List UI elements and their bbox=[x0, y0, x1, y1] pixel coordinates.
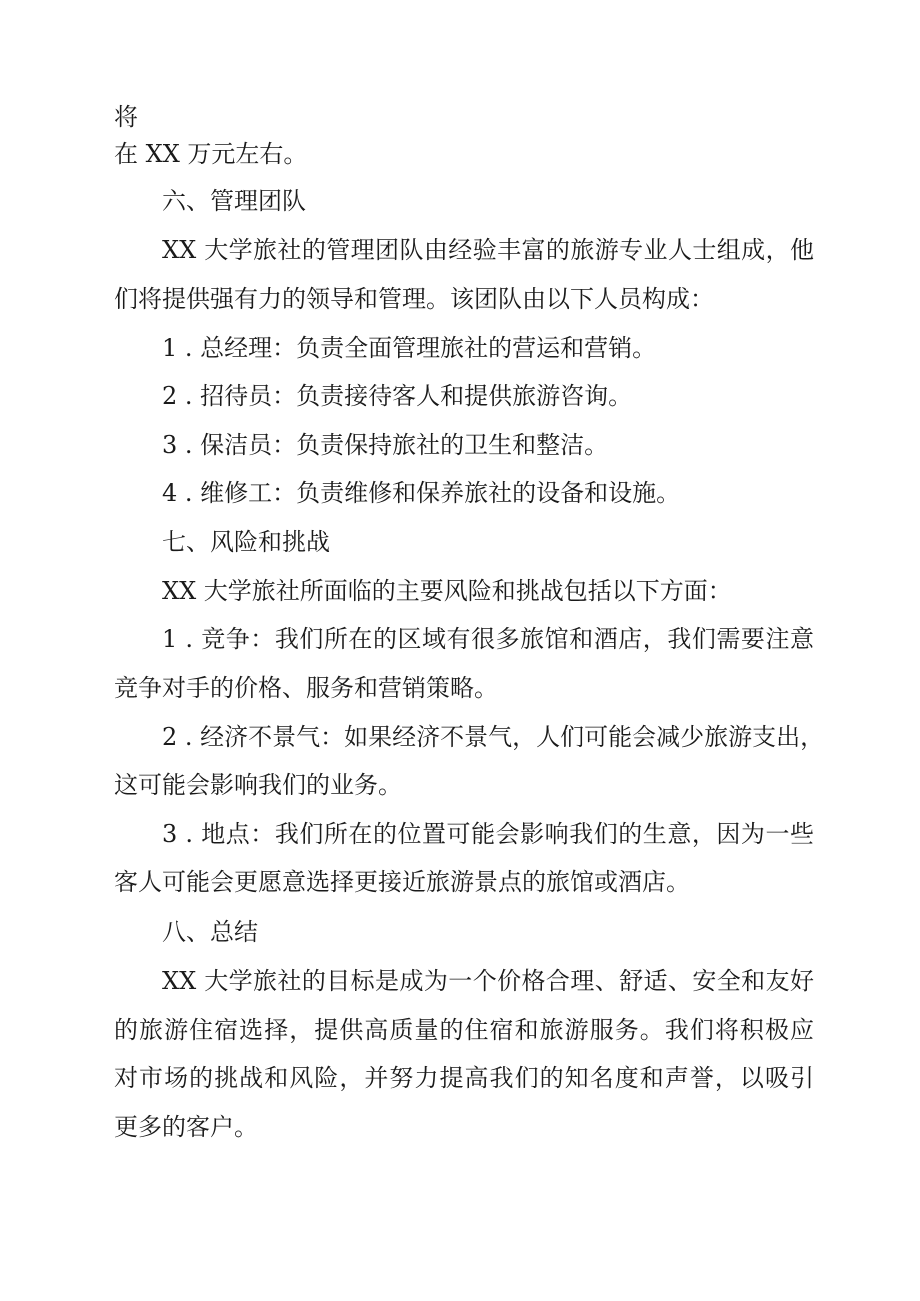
list-item: 1 . 竞争：我们所在的区域有很多旅馆和酒店，我们需要注意 bbox=[162, 625, 814, 653]
list-item: 3 . 地点：我们所在的位置可能会影响我们的生意，因为一些 bbox=[162, 820, 814, 848]
text-line: 在 XX 万元左右。 bbox=[114, 140, 308, 168]
list-item: 2 . 经济不景气：如果经济不景气，人们可能会减少旅游支出， bbox=[162, 723, 825, 751]
paragraph-line: XX 大学旅社所面临的主要风险和挑战包括以下方面： bbox=[162, 577, 732, 605]
list-item-continuation: 客人可能会更愿意选择更接近旅游景点的旅馆或酒店。 bbox=[114, 868, 690, 896]
section-heading: 八、总结 bbox=[162, 918, 258, 946]
list-item: 4 . 维修工：负责维修和保养旅社的设备和设施。 bbox=[162, 479, 681, 507]
paragraph-line: 们将提供强有力的领导和管理。该团队由以下人员构成： bbox=[114, 285, 714, 313]
list-item: 1 . 总经理：负责全面管理旅社的营运和营销。 bbox=[162, 334, 657, 362]
paragraph-line: XX 大学旅社的管理团队由经验丰富的旅游专业人士组成，他 bbox=[162, 236, 814, 264]
paragraph-line: 对市场的挑战和风险，并努力提高我们的知名度和声誉，以吸引 bbox=[114, 1064, 814, 1092]
paragraph-line: 更多的客户。 bbox=[114, 1113, 258, 1141]
text-line: 将 bbox=[114, 103, 138, 131]
list-item: 2 . 招待员：负责接待客人和提供旅游咨询。 bbox=[162, 382, 633, 410]
paragraph-line: XX 大学旅社的目标是成为一个价格合理、舒适、安全和友好 bbox=[162, 967, 814, 995]
section-heading: 六、管理团队 bbox=[162, 187, 306, 215]
paragraph-line: 的旅游住宿选择，提供高质量的住宿和旅游服务。我们将积极应 bbox=[114, 1016, 814, 1044]
section-heading: 七、风险和挑战 bbox=[162, 528, 330, 556]
list-item: 3 . 保洁员：负责保持旅社的卫生和整洁。 bbox=[162, 431, 609, 459]
list-item-continuation: 这可能会影响我们的业务。 bbox=[114, 771, 402, 799]
list-item-continuation: 竞争对手的价格、服务和营销策略。 bbox=[114, 674, 498, 702]
